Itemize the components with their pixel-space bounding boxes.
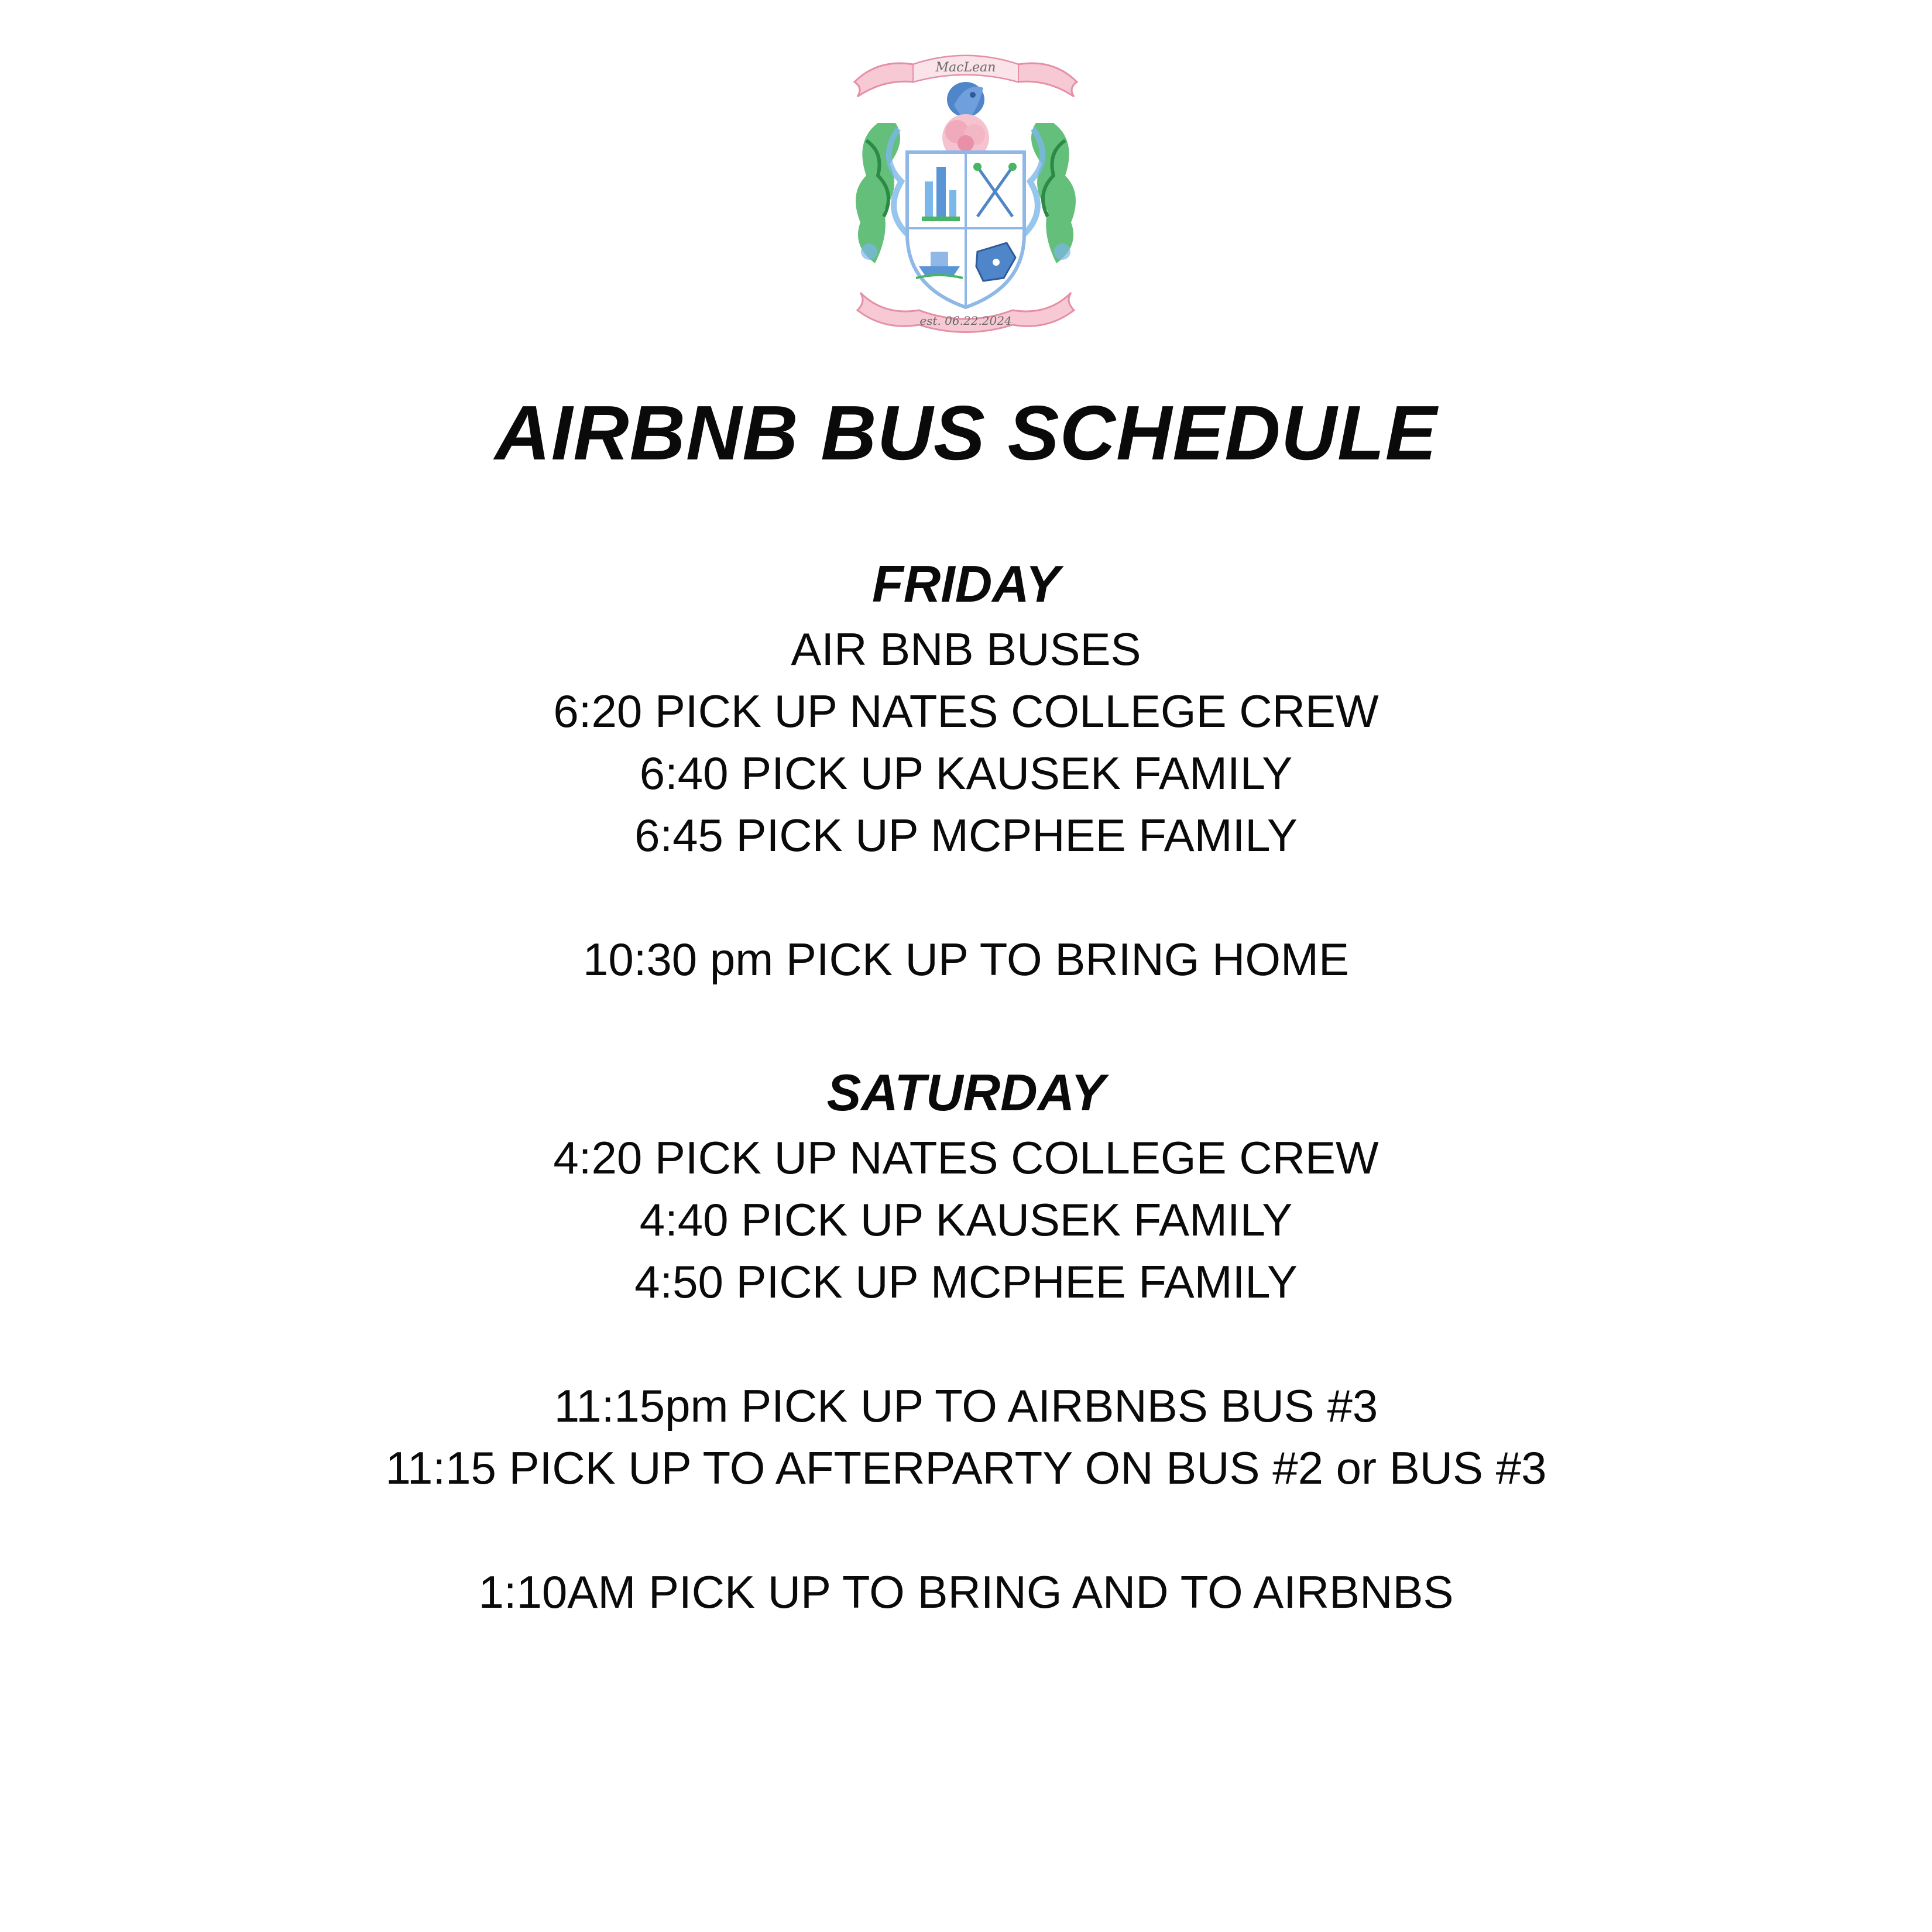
crest-left-foliage — [856, 123, 907, 263]
family-crest-logo — [843, 41, 1089, 334]
saturday-line-1: 4:20 PICK UP NATES COLLEGE CREW — [553, 1132, 1379, 1183]
crest-banner-top-text: MacLean — [935, 60, 996, 75]
crest-right-foliage — [1024, 123, 1076, 263]
friday-heading: FRIDAY — [871, 555, 1061, 613]
crest-banner-bottom-text: est. 06.22.2024 — [919, 314, 1012, 328]
friday-line-2: 6:20 PICK UP NATES COLLEGE CREW — [553, 685, 1379, 737]
saturday-late-line-2: 11:15 PICK UP TO AFTERPARTY ON BUS #2 or BUS #3 — [385, 1442, 1547, 1494]
saturday-final-line: 1:10AM PICK UP TO BRING AND TO AIRBNBS — [478, 1566, 1454, 1618]
crest-shield — [907, 152, 1024, 307]
friday-line-1: AIR BNB BUSES — [791, 623, 1141, 675]
page-title: AIRBNB BUS SCHEDULE — [495, 390, 1437, 476]
friday-line-3: 6:40 PICK UP KAUSEK FAMILY — [639, 747, 1293, 799]
saturday-line-3: 4:50 PICK UP MCPHEE FAMILY — [634, 1256, 1298, 1308]
saturday-late-line-1: 11:15pm PICK UP TO AIRBNBS BUS #3 — [554, 1380, 1378, 1432]
friday-return-line: 10:30 pm PICK UP TO BRING HOME — [582, 934, 1350, 985]
saturday-heading: SATURDAY — [826, 1063, 1106, 1121]
saturday-line-2: 4:40 PICK UP KAUSEK FAMILY — [639, 1194, 1293, 1245]
friday-line-4: 6:45 PICK UP MCPHEE FAMILY — [634, 809, 1298, 861]
